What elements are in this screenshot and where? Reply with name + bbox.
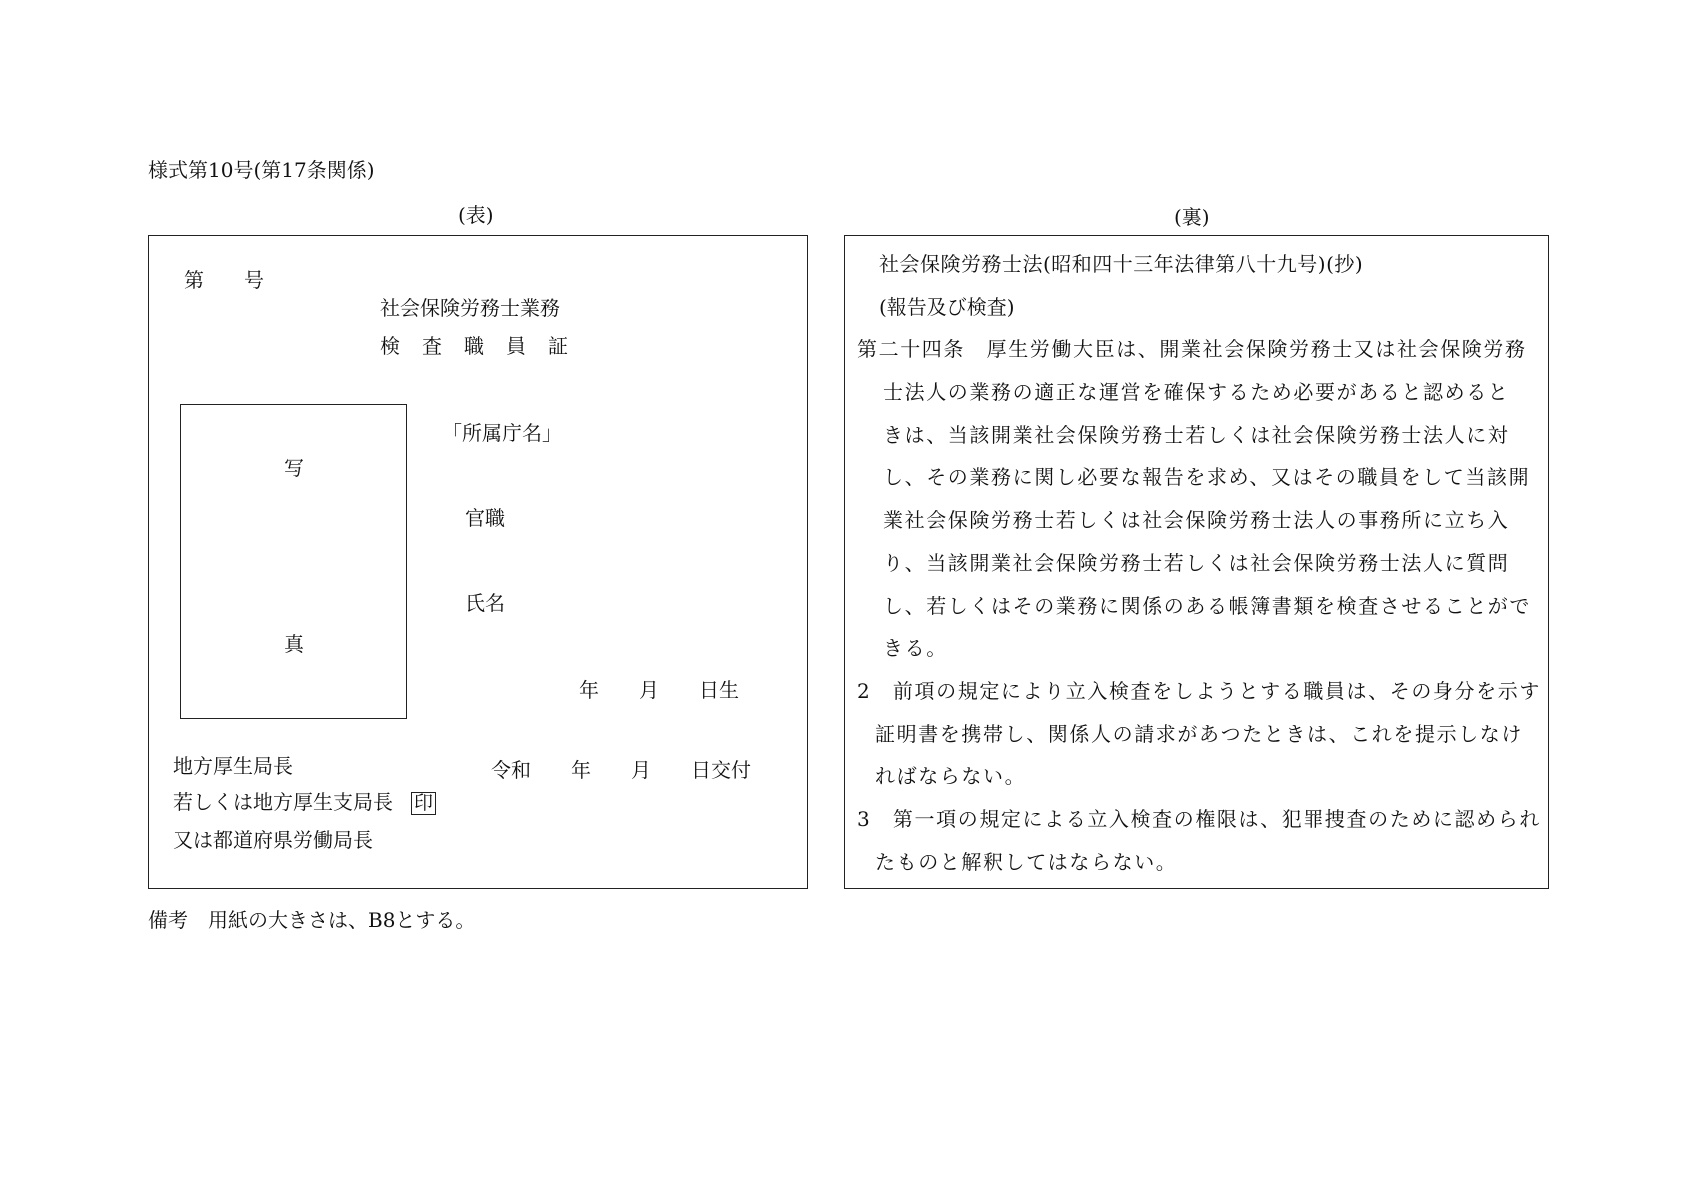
front-heading: (表) [458,203,494,227]
back-heading: (裏) [1174,205,1210,229]
form-title: 様式第10号(第17条関係) [148,158,375,182]
law-line-13: たものと解釈してはならない。 [875,850,1178,874]
law-line-10: 証明書を携帯し、関係人の請求があつたときは、これを提示しなけ [875,722,1523,746]
law-line-8: きる。 [883,636,948,660]
section-title: (報告及び検査) [879,295,1015,319]
law-line-4: し、その業務に関し必要な報告を求め、又はその職員をして当該開 [883,465,1531,489]
name-label: 氏名 [465,591,505,615]
law-line-9: 2 前項の規定により立入検査をしようとする職員は、その身分を示す [857,679,1541,703]
law-line-5: 業社会保険労務士若しくは社会保険労務士法人の事務所に立ち入 [883,508,1510,532]
position-label: 官職 [465,506,505,530]
issuer-line2-text: 若しくは地方厚生支局長 [173,790,393,814]
law-line-12: 3 第一項の規定による立入検査の権限は、犯罪捜査のために認められ [857,807,1541,831]
law-title: 社会保険労務士法(昭和四十三年法律第八十九号)(抄) [879,252,1364,276]
issuer-line1: 地方厚生局長 [173,754,293,778]
card-title-line2: 検査職員証 [380,334,590,358]
photo-label-top: 写 [284,456,304,480]
law-line-1: 第二十四条 厚生労働大臣は、開業社会保険労務士又は社会保険労務 [857,337,1527,361]
law-line-7: し、若しくはその業務に関係のある帳簿書類を検査させることがで [883,594,1531,618]
seal-mark: 印 [411,792,436,815]
birth-date-line: 年 月 日生 [579,678,739,702]
issuer-line3: 又は都道府県労働局長 [173,828,373,852]
remark: 備考 用紙の大きさは、B8とする。 [148,908,476,932]
card-title-line1: 社会保険労務士業務 [380,296,560,320]
law-line-3: きは、当該開業社会保険労務士若しくは社会保険労務士法人に対 [883,423,1510,447]
agency-label: 「所属庁名」 [442,421,562,445]
issue-date-line: 令和 年 月 日交付 [491,758,751,782]
back-card [844,235,1549,889]
law-line-6: り、当該開業社会保険労務士若しくは社会保険労務士法人に質問 [883,551,1510,575]
photo-box [180,404,407,719]
front-card [148,235,808,889]
law-line-2: 士法人の業務の適正な運営を確保するため必要があると認めると [883,380,1510,404]
law-line-11: ればならない。 [875,764,1027,788]
issuer-line2 [173,792,436,815]
photo-label-bottom: 真 [284,632,304,656]
number-label: 第 号 [184,268,264,292]
